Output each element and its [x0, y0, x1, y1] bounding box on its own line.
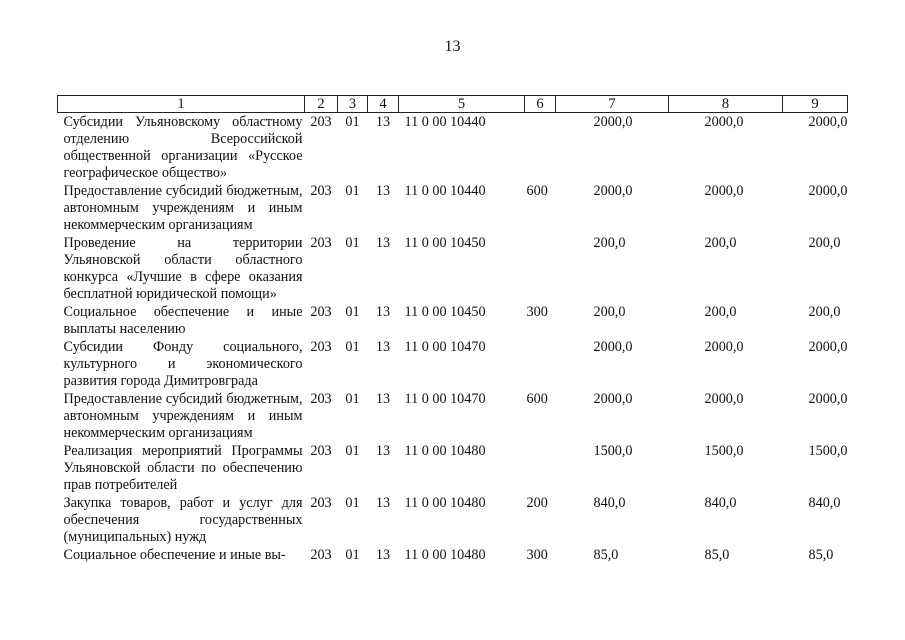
- cell-col-8: 200,0: [704, 235, 737, 251]
- cell-col-7: 2000,0: [593, 183, 633, 199]
- cell-col-4: 13: [375, 339, 391, 355]
- cell-col-9: 200,0: [808, 304, 841, 320]
- cell-col-8: 85,0: [704, 547, 730, 563]
- cell-col-3: 01: [345, 391, 360, 407]
- cell-col-8: 200,0: [704, 304, 737, 320]
- cell-col-4: 13: [375, 495, 391, 511]
- budget-table: [57, 95, 848, 564]
- header-col-4: 4: [368, 96, 399, 113]
- cell-col-9: 2000,0: [808, 391, 848, 407]
- cell-col-3: 01: [345, 114, 360, 130]
- cell-col-2: 203: [310, 339, 332, 355]
- cell-col-9: 840,0: [808, 495, 841, 511]
- cell-col-9: 2000,0: [808, 114, 848, 130]
- cell-col-9: 2000,0: [808, 339, 848, 355]
- cell-col-3: 01: [345, 495, 360, 511]
- cell-col-4: 13: [375, 391, 391, 407]
- header-col-5: 5: [399, 96, 525, 113]
- cell-col-6: 200: [526, 495, 548, 511]
- cell-col-4: 13: [375, 235, 391, 251]
- table-row: [58, 113, 848, 183]
- cell-col-7: 85,0: [593, 547, 619, 563]
- cell-col-4: 13: [375, 183, 391, 199]
- header-col-7: 7: [556, 96, 669, 113]
- cell-col-4: 13: [375, 443, 391, 459]
- row-name: Социальное обеспечение и иные выплаты населению: [63, 304, 303, 337]
- row-name: Предоставление субсидий бюджетным, автономным учреждениям и иным некоммерческим организациям: [63, 183, 303, 233]
- cell-col-5: 11 0 00 10470: [404, 339, 486, 355]
- cell-col-5: 11 0 00 10480: [404, 443, 486, 459]
- row-name: Субсидии Фонду социального, культурного и экономического развития города Димитровграда: [63, 339, 303, 389]
- header-col-6: 6: [525, 96, 556, 113]
- cell-col-2: 203: [310, 304, 332, 320]
- table-row: [58, 182, 848, 234]
- cell-col-5: 11 0 00 10450: [404, 235, 486, 251]
- cell-col-9: 1500,0: [808, 443, 848, 459]
- cell-col-3: 01: [345, 443, 360, 459]
- cell-col-5: 11 0 00 10480: [404, 547, 486, 563]
- row-name: Субсидии Ульяновскому областному отделению Всероссийской общественной организации «Русское географическое общество»: [63, 114, 303, 181]
- cell-col-4: 13: [375, 114, 391, 130]
- row-name: Социальное обеспечение и иные вы-: [63, 547, 286, 563]
- table-row: [58, 303, 848, 338]
- cell-col-2: 203: [310, 547, 332, 563]
- cell-col-2: 203: [310, 235, 332, 251]
- cell-col-7: 1500,0: [593, 443, 633, 459]
- row-name: Закупка товаров, работ и услуг для обеспечения государственных (муниципальных) нужд: [63, 495, 303, 545]
- row-name: Реализация мероприятий Программы Ульяновской области по обеспечению прав потребителей: [63, 443, 303, 493]
- cell-col-7: 2000,0: [593, 339, 633, 355]
- table-row: [58, 546, 848, 564]
- cell-col-3: 01: [345, 339, 360, 355]
- header-col-9: 9: [783, 96, 848, 113]
- cell-col-6: 300: [526, 547, 548, 563]
- cell-col-3: 01: [345, 547, 360, 563]
- cell-col-9: 200,0: [808, 235, 841, 251]
- row-name: Проведение на территории Ульяновской области областного конкурса «Лучшие в сфере оказания бесплатной юридической помощи»: [63, 235, 303, 302]
- table-row: [58, 494, 848, 546]
- cell-col-5: 11 0 00 10440: [404, 183, 486, 199]
- cell-col-5: 11 0 00 10480: [404, 495, 486, 511]
- cell-col-5: 11 0 00 10440: [404, 114, 486, 130]
- cell-col-7: 2000,0: [593, 391, 633, 407]
- cell-col-6: 600: [526, 391, 548, 407]
- cell-col-6: 600: [526, 183, 548, 199]
- cell-col-9: 85,0: [808, 547, 834, 563]
- header-col-8: 8: [669, 96, 783, 113]
- cell-col-3: 01: [345, 304, 360, 320]
- cell-col-7: 840,0: [593, 495, 626, 511]
- cell-col-2: 203: [310, 495, 332, 511]
- table-row: [58, 338, 848, 390]
- cell-col-6: [525, 113, 556, 183]
- cell-col-3: 01: [345, 183, 360, 199]
- cell-col-5: 11 0 00 10470: [404, 391, 486, 407]
- cell-col-2: 203: [310, 114, 332, 130]
- cell-col-8: 2000,0: [704, 391, 744, 407]
- table-row: [58, 390, 848, 442]
- table-row: [58, 442, 848, 494]
- header-col-1: 1: [58, 96, 305, 113]
- cell-col-4: 13: [375, 547, 391, 563]
- cell-col-8: 840,0: [704, 495, 737, 511]
- cell-col-2: 203: [310, 391, 332, 407]
- header-row: [58, 96, 848, 113]
- cell-col-8: 2000,0: [704, 339, 744, 355]
- cell-col-2: 203: [310, 183, 332, 199]
- cell-col-6: [525, 442, 556, 494]
- page-number: 13: [444, 38, 461, 55]
- cell-col-5: 11 0 00 10450: [404, 304, 486, 320]
- cell-col-6: [525, 338, 556, 390]
- cell-col-7: 200,0: [593, 304, 626, 320]
- cell-col-6: [525, 234, 556, 303]
- cell-col-6: 300: [526, 304, 548, 320]
- cell-col-8: 2000,0: [704, 114, 744, 130]
- cell-col-8: 1500,0: [704, 443, 744, 459]
- cell-col-4: 13: [375, 304, 391, 320]
- cell-col-2: 203: [310, 443, 332, 459]
- cell-col-3: 01: [345, 235, 360, 251]
- cell-col-7: 2000,0: [593, 114, 633, 130]
- row-name: Предоставление субсидий бюджетным, автономным учреждениям и иным некоммерческим организациям: [63, 391, 303, 441]
- table-row: [58, 234, 848, 303]
- cell-col-9: 2000,0: [808, 183, 848, 199]
- cell-col-8: 2000,0: [704, 183, 744, 199]
- header-col-2: 2: [305, 96, 338, 113]
- cell-col-7: 200,0: [593, 235, 626, 251]
- header-col-3: 3: [338, 96, 368, 113]
